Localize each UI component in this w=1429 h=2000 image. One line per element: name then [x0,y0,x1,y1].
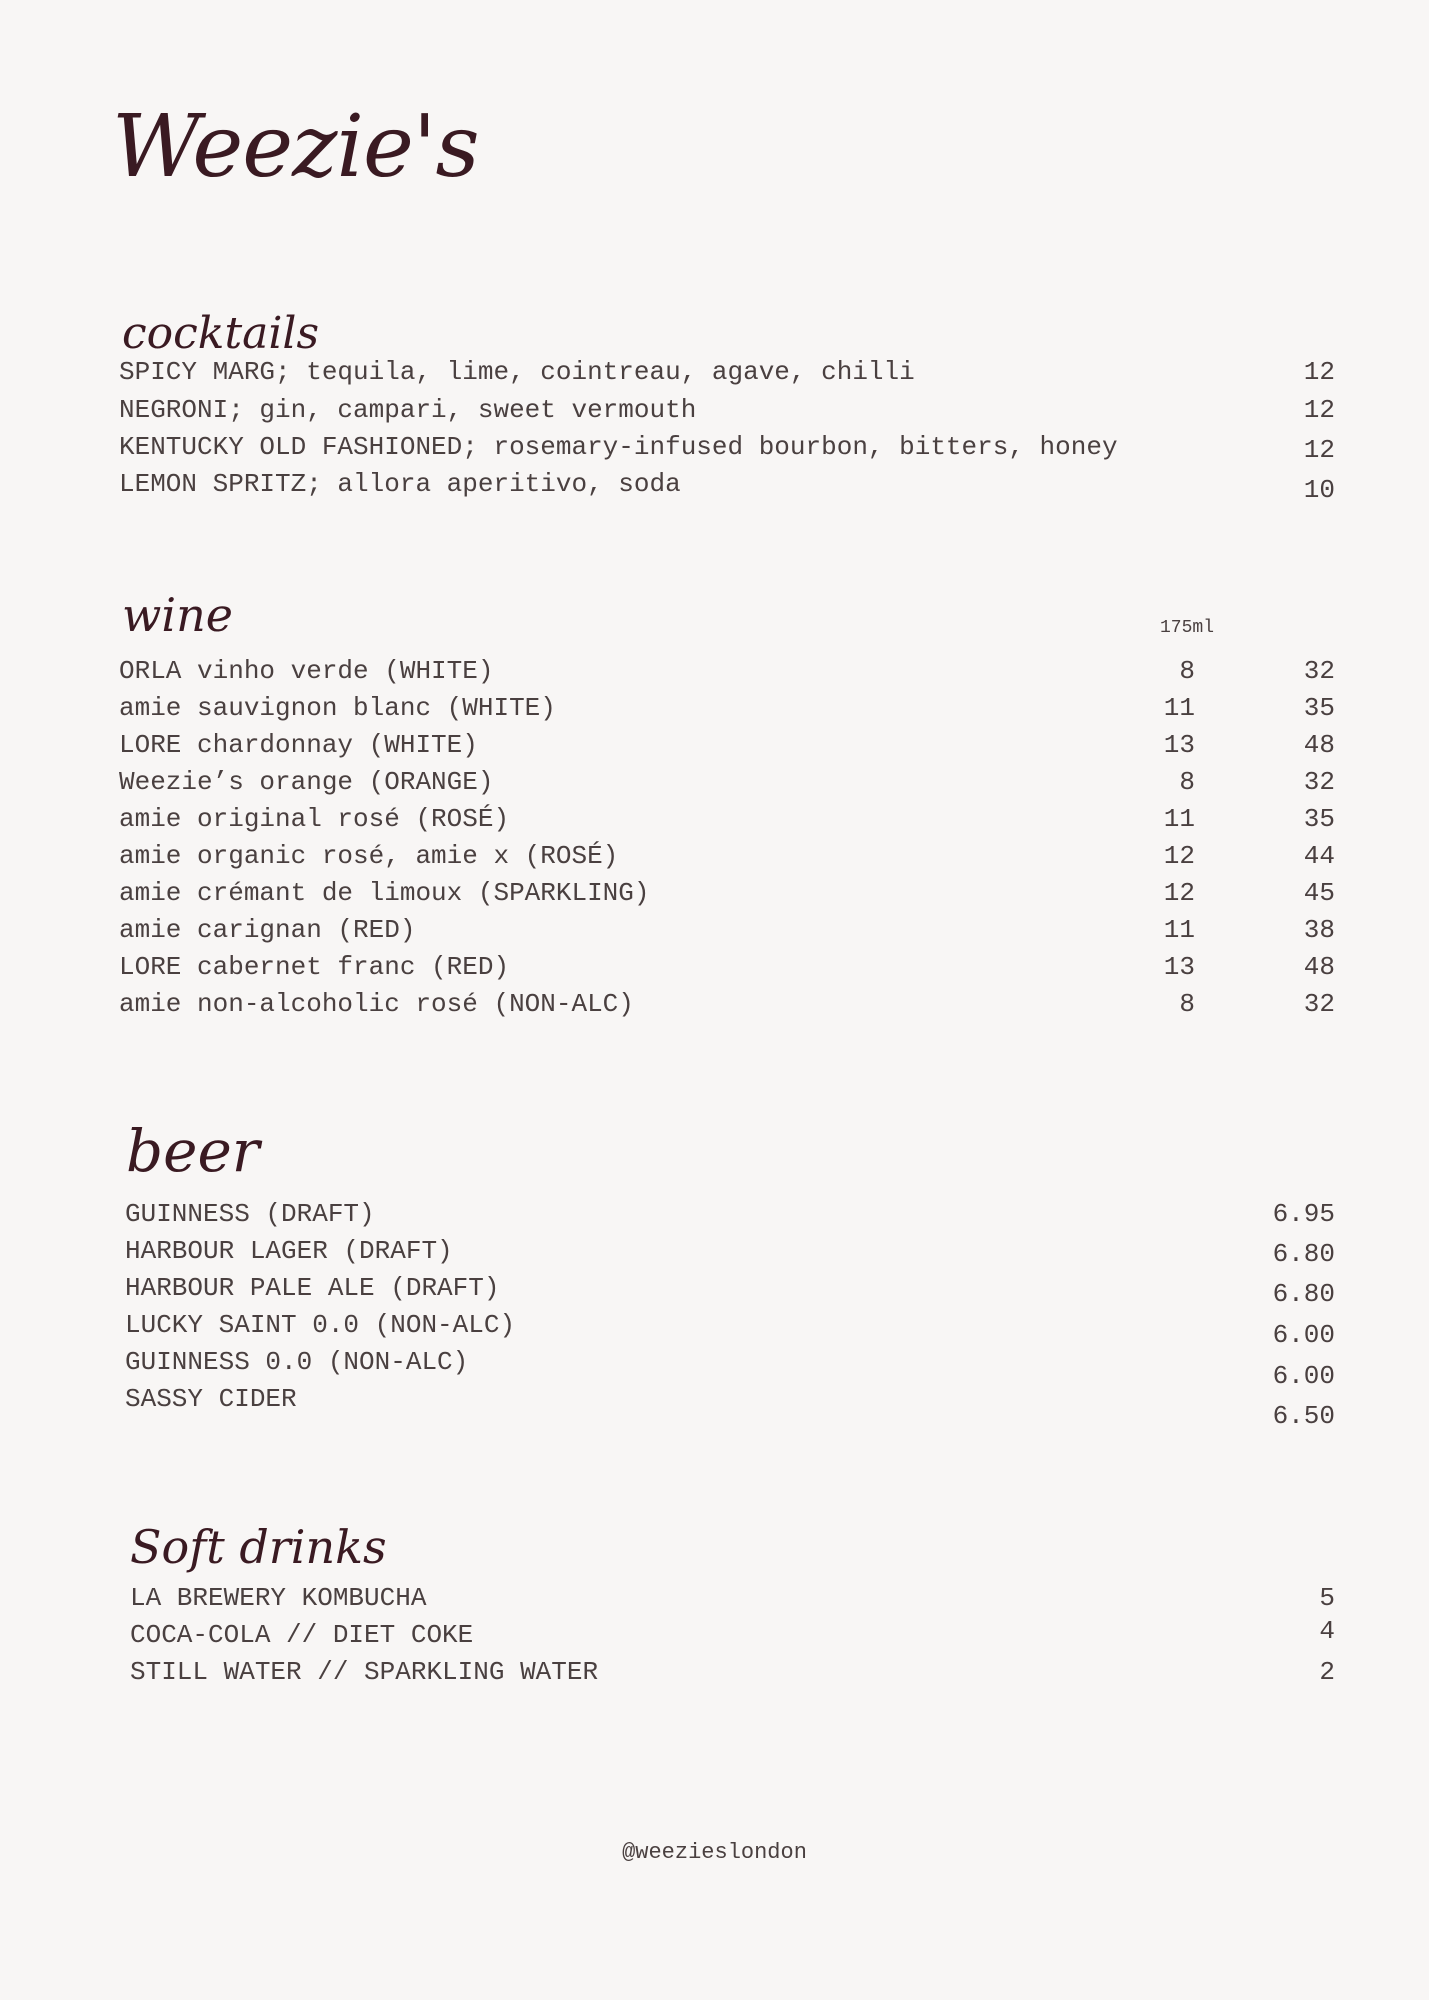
wine-heading: wine [122,588,233,642]
item-name: LORE chardonnay (WHITE) [119,730,478,760]
item-name: GUINNESS 0.0 (NON-ALC) [125,1347,469,1377]
beer-row [0,1270,1429,1307]
item-price: 6.00 [1272,1361,1335,1391]
wine-row [0,949,1429,986]
bottle-price: 48 [1303,730,1335,760]
soft-drinks-heading: Soft drinks [130,1520,387,1574]
bottle-price: 45 [1303,878,1335,908]
logo: Weezie's [112,97,479,197]
glass-price: 8 [1179,656,1195,686]
item-name: amie original rosé (ROSÉ) [119,804,510,834]
beer-row [0,1307,1429,1350]
item-name: amie carignan (RED) [119,915,416,945]
item-name: STILL WATER // SPARKLING WATER [130,1657,599,1687]
bottle-price: 32 [1303,656,1335,686]
item-name: amie crémant de limoux (SPARKLING) [119,878,650,908]
item-name: Weezie’s orange (ORANGE) [119,767,494,797]
glass-price: 11 [1163,915,1195,945]
bottle-price: 32 [1303,989,1335,1019]
item-name: HARBOUR PALE ALE (DRAFT) [125,1273,500,1303]
item-price: 6.80 [1272,1239,1335,1269]
wine-row [0,690,1429,727]
item-name: COCA-COLA // DIET COKE [130,1620,474,1650]
item-name: amie organic rosé, amie x (ROSÉ) [119,841,619,871]
cocktail-row [0,466,1429,503]
glass-price: 12 [1163,878,1195,908]
item-price: 2 [1319,1657,1335,1687]
glass-price: 11 [1163,804,1195,834]
cocktail-row [0,429,1429,466]
beer-row [0,1344,1429,1391]
glass-price: 11 [1163,693,1195,723]
glass-price: 8 [1179,989,1195,1019]
item-price: 6.80 [1272,1279,1335,1309]
wine-row [0,727,1429,764]
wine-row [0,764,1429,801]
item-name: LUCKY SAINT 0.0 (NON-ALC) [125,1310,516,1340]
beer-row [0,1196,1429,1233]
item-name: LEMON SPRITZ; allora aperitivo, soda [119,469,681,499]
item-name: ORLA vinho verde (WHITE) [119,656,494,686]
item-name: HARBOUR LAGER (DRAFT) [125,1236,453,1266]
item-name: NEGRONI; gin, campari, sweet vermouth [119,395,697,425]
item-price: 12 [1303,395,1335,425]
cocktails-heading: cocktails [122,308,320,359]
item-name: SPICY MARG; tequila, lime, cointreau, agave, chilli [119,357,915,387]
item-name: LA BREWERY KOMBUCHA [130,1583,427,1613]
item-price: 6.50 [1272,1401,1335,1431]
cocktail-row [0,354,1429,391]
item-price: 12 [1303,357,1335,387]
item-price: 4 [1319,1616,1335,1646]
wine-row [0,875,1429,912]
item-name: KENTUCKY OLD FASHIONED; rosemary-infused bourbon, bitters, honey [119,432,1118,462]
bottle-price: 44 [1303,841,1335,871]
beer-heading: beer [126,1117,260,1185]
item-price: 12 [1303,435,1335,465]
wine-row [0,801,1429,838]
item-price: 6.95 [1272,1199,1335,1229]
glass-size-label: 175ml [1159,618,1214,638]
cocktail-row [0,392,1429,429]
bottle-price: 38 [1303,915,1335,945]
wine-row [0,986,1429,1023]
beer-row [0,1381,1429,1431]
item-name: amie non-alcoholic rosé (NON-ALC) [119,989,634,1019]
beer-row [0,1233,1429,1270]
item-name: SASSY CIDER [125,1384,297,1414]
item-name: amie sauvignon blanc (WHITE) [119,693,556,723]
glass-price: 12 [1163,841,1195,871]
wine-row [0,838,1429,875]
bottle-price: 48 [1303,952,1335,982]
soft-drink-row [0,1617,1429,1654]
item-name: GUINNESS (DRAFT) [125,1199,375,1229]
bottle-price: 35 [1303,804,1335,834]
glass-price: 13 [1163,730,1195,760]
item-name: LORE cabernet franc (RED) [119,952,510,982]
wine-row [0,653,1429,690]
bottle-price: 32 [1303,767,1335,797]
item-price: 6.00 [1272,1320,1335,1350]
glass-price: 8 [1179,767,1195,797]
soft-drink-row [0,1580,1429,1617]
soft-drink-row [0,1654,1429,1691]
item-price: 10 [1303,475,1335,505]
wine-row [0,912,1429,949]
item-price: 5 [1319,1583,1335,1613]
instagram-handle: @weezieslondon [622,1840,807,1865]
glass-price: 13 [1163,952,1195,982]
bottle-price: 35 [1303,693,1335,723]
